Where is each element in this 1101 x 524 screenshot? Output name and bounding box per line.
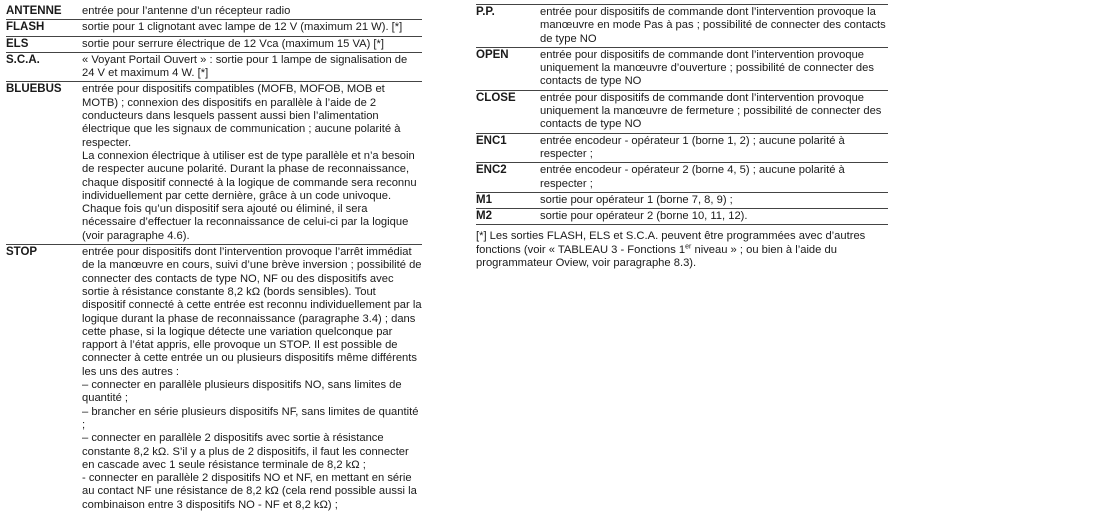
terminal-description: [540, 192, 888, 208]
description-paragraph: - connecter en parallèle 2 dispositifs NO et NF, en mettant en série au contact NF une résistance de 8,2 kΩ (cela rend possible aussi la combinaison entre 3 dispositifs NO - NF et 8,2 kΩ) ;: [82, 472, 417, 511]
description-paragraph: sortie pour opérateur 2 (borne 10, 11, 12).: [540, 210, 748, 223]
terminal-description: [540, 5, 888, 48]
terminal-row-open: [476, 47, 888, 90]
footnote-text-end: niveau » ; ou bien à l’aide du programmateur Oview, voir paragraphe 8.3).: [476, 243, 837, 270]
footnote: [476, 230, 888, 270]
terminal-name: ENC2: [476, 163, 540, 193]
terminal-name: FLASH: [6, 20, 82, 36]
description-paragraph: entrée pour dispositifs de commande dont l’intervention provoque uniquement la manœuvre d’ouverture ; possibilité de connecter des contacts de type NO: [540, 48, 874, 88]
terminal-row-close: [476, 90, 888, 133]
terminal-row-flash: [6, 20, 422, 36]
terminal-name: M1: [476, 192, 540, 208]
terminal-name: BLUEBUS: [6, 82, 82, 245]
terminal-name: OPEN: [476, 47, 540, 90]
terminal-row-stop: [6, 245, 422, 513]
terminal-description: [540, 90, 888, 133]
terminal-description: [82, 20, 422, 36]
terminal-row-bluebus: [6, 82, 422, 245]
description-paragraph: sortie pour serrure électrique de 12 Vca (maximum 15 VA) [*]: [82, 37, 384, 50]
description-paragraph: entrée pour dispositifs dont l’intervention provoque l’arrêt immédiat de la manœuvre en cours, suivi d’une brève inversion ; possibilité de connecter des contacts de type NO, NF ou des dispositifs avec sortie à résistance constante 8,2 kΩ (bords sensibles). Tout dispositif connecté à cette entrée est reconnu individuellement par la logique durant la phase de reconnaissance (paragraphe 3.4) ; dans cette phase, si la logique détecte une variation quelconque par rapport à l’état appris, elle provoque un STOP. Il est possible de connecter à cette entrée un ou plusieurs dispositifs même différents les uns des autres :: [82, 246, 422, 378]
description-paragraph: sortie pour opérateur 1 (borne 7, 8, 9) ;: [540, 193, 733, 206]
terminal-row-enc2: [476, 163, 888, 193]
description-paragraph: entrée pour dispositifs de commande dont l’intervention provoque la manœuvre en mode Pas à pas ; possibilité de connecter des contacts de type NO: [540, 6, 886, 45]
description-paragraph: « Voyant Portail Ouvert » : sortie pour 1 lampe de signalisation de 24 V et maximum 4 W. [*]: [82, 53, 408, 80]
description-paragraph: entrée encodeur - opérateur 1 (borne 1, 2) ; aucune polarité à respecter ;: [540, 134, 845, 160]
description-paragraph: entrée pour l’antenne d’un récepteur radio: [82, 5, 291, 17]
terminal-name: CLOSE: [476, 90, 540, 133]
terminal-description: [540, 133, 888, 163]
terminal-row-s-c-a: [6, 52, 422, 82]
right-column: [476, 4, 888, 270]
description-paragraph: entrée pour dispositifs compatibles (MOFB, MOFOB, MOB et MOTB) ; connexion des dispositifs en parallèle à l’aide de 2 conducteurs dans lesquels passent aussi bien l’alimentation électrique que les signaux de communication ; aucune polarité à respecter.: [82, 83, 401, 149]
footnote-superscript: er: [685, 243, 692, 251]
footnote-text-start: [*] Les sorties FLASH, ELS et S.C.A. peuvent être programmées avec d’autres fonctions (voir « TABLEAU 3 - Fonctions 1: [476, 230, 866, 256]
description-paragraph: – brancher en série plusieurs dispositifs NF, sans limites de quantité ;: [82, 405, 419, 431]
terminal-row-enc1: [476, 133, 888, 163]
terminal-description: [82, 245, 422, 513]
description-paragraph: – connecter en parallèle plusieurs dispositifs NO, sans limites de quantité ;: [82, 379, 402, 405]
terminal-description: [82, 52, 422, 82]
left-column: [6, 4, 422, 513]
terminal-row-m2: [476, 209, 888, 225]
description-paragraph: entrée pour dispositifs de commande dont l’intervention provoque uniquement la manœuvre de fermeture ; possibilité de connecter des contacts de type NO: [540, 91, 882, 131]
terminal-description: [82, 82, 422, 245]
terminal-name: P.P.: [476, 5, 540, 48]
terminal-name: ANTENNE: [6, 4, 82, 20]
description-paragraph: sortie pour 1 clignotant avec lampe de 12 V (maximum 21 W). [*]: [82, 21, 403, 34]
terminal-description: [540, 209, 888, 225]
description-paragraph: – connecter en parallèle 2 dispositifs avec sortie à résistance constante 8,2 kΩ. S’il y a plus de 2 dispositifs, il faut les connecter en cascade avec 1 seule résistance terminale de 8,2 kΩ ;: [82, 432, 409, 471]
terminal-name: ELS: [6, 36, 82, 52]
terminal-description: [82, 36, 422, 52]
right-terminal-table: [476, 4, 888, 225]
description-paragraph: entrée encodeur - opérateur 2 (borne 4, 5) ; aucune polarité à respecter ;: [540, 164, 845, 190]
terminal-description: [540, 163, 888, 193]
terminal-description: [82, 4, 422, 20]
terminal-row-els: [6, 36, 422, 52]
terminal-name: M2: [476, 209, 540, 225]
terminal-row-p-p: [476, 5, 888, 48]
description-paragraph: La connexion électrique à utiliser est de type parallèle et n’a besoin de respecter aucune polarité. Durant la phase de reconnaissance, chaque dispositif connecté à la logique de commande sera reconnu individuellement par cette dernière, grâce à un code univoque. Chaque fois qu’un dispositif sera ajouté ou éliminé, il sera nécessaire d’effectuer la reconnaissance de celui-ci par la logique (voir paragraphe 4.6).: [82, 149, 417, 242]
terminal-description: [540, 47, 888, 90]
terminal-row-antenne: [6, 4, 422, 20]
terminal-name: STOP: [6, 246, 38, 259]
left-terminal-table: [6, 4, 422, 513]
terminal-name: S.C.A.: [6, 52, 82, 82]
terminal-name: ENC1: [476, 133, 540, 163]
terminal-row-m1: [476, 192, 888, 208]
